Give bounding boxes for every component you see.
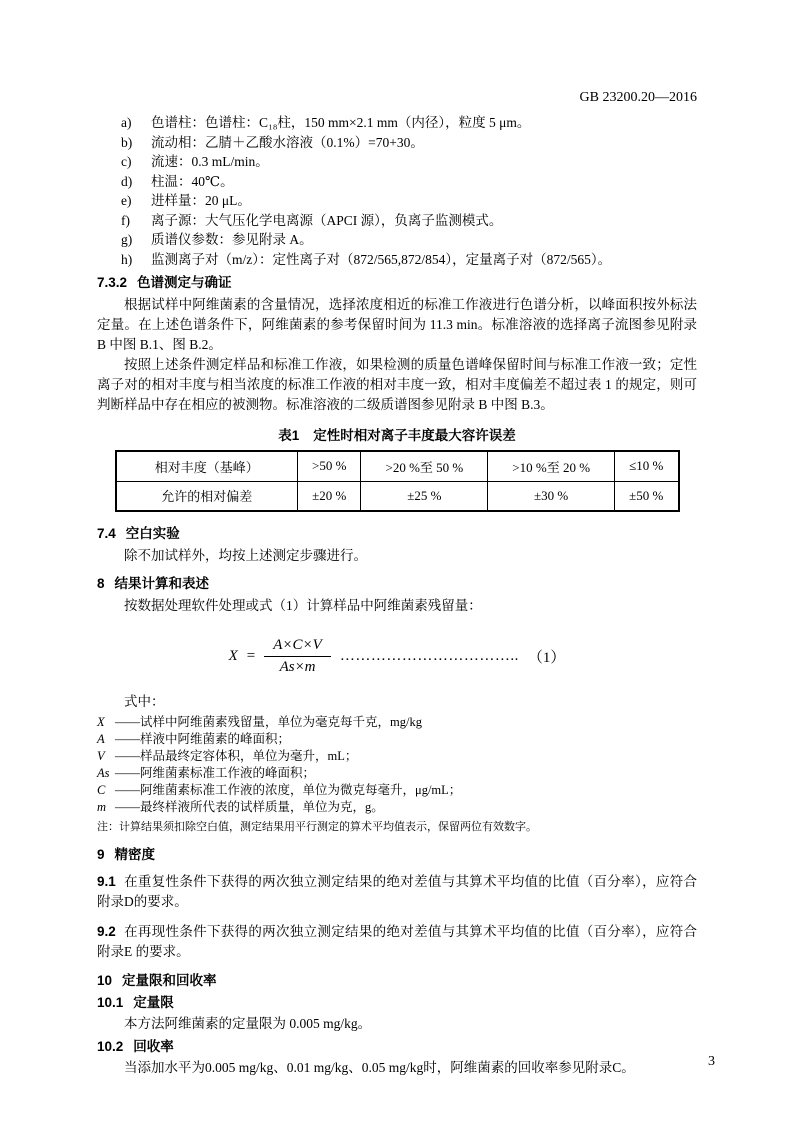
- list-item-label: e): [121, 193, 132, 208]
- list-item-text: 离子源：大气压化学电离源（APCI 源），负离子监测模式。: [151, 212, 503, 228]
- definition-text: ——阿维菌素标准工作液的峰面积；: [115, 766, 316, 780]
- section-title: 定量限和回收率: [122, 973, 217, 988]
- section-title: 空白实验: [125, 526, 180, 541]
- list-item-text: 柱温：40℃。: [151, 173, 234, 189]
- table-cell: >50 %: [298, 451, 361, 481]
- clause-number: 9.1: [97, 874, 116, 889]
- document-number: GB 23200.20—2016: [579, 90, 697, 105]
- equation-dot-leader: ……………………………..: [339, 648, 519, 664]
- equation-number: （1）: [527, 650, 566, 666]
- list-item: [121, 113, 697, 133]
- list-item-label: g): [121, 232, 133, 247]
- list-item: [121, 172, 697, 192]
- equation-numerator: A×C×V: [264, 636, 331, 657]
- list-item: [121, 133, 697, 153]
- table-cell: ±30 %: [488, 481, 615, 511]
- definition-symbol: A: [97, 732, 105, 746]
- definition-line: [97, 714, 697, 731]
- table-cell: ≤10 %: [615, 451, 679, 481]
- definition-symbol: V: [97, 749, 105, 763]
- clause-text: 在重复性条件下获得的两次独立测定结果的绝对差值与其算术平均值的比值（百分率），应符合附录D的要求。: [97, 874, 697, 909]
- table-number: 表1: [278, 428, 300, 443]
- section-number: 10.1: [97, 995, 124, 1010]
- paragraph: 按照上述条件测定样品和标准工作液，如果检测的质量色谱峰保留时间与标准工作液一致；定性离子对的相对丰度与相当浓度的标准工作液的相对丰度一致，相对丰度偏差不超过表 1 的规定，则可判断样品中存在相应的被测物。标准溶液的二级质谱图参见附录 B 中图 B.3。: [97, 357, 697, 412]
- table-row: [116, 451, 679, 481]
- definition-text: ——阿维菌素标准工作液的浓度，单位为微克每毫升，μg/mL；: [115, 783, 462, 797]
- section-title: 色谱测定与确证: [137, 275, 232, 290]
- section-heading-7-4: [97, 525, 697, 543]
- clause-9-2: [97, 922, 697, 962]
- list-item-label: b): [121, 134, 133, 150]
- calculation-note: 注：计算结果须扣除空白值，测定结果用平行测定的算术平均值表示，保留两位有效数字。: [97, 821, 537, 833]
- equation-fraction: [264, 636, 331, 677]
- equation-1: [97, 636, 697, 677]
- list-item-label: d): [121, 173, 133, 189]
- table-cell: >20 %至 50 %: [361, 451, 488, 481]
- list-item-text: 色谱柱：色谱柱：C₁₈柱，150 mm×2.1 mm（内径），粒度 5 μm。: [151, 115, 531, 130]
- definition-symbol: C: [97, 783, 106, 797]
- section-title: 回收率: [133, 1039, 174, 1054]
- section-number: 10: [97, 973, 113, 988]
- tolerance-table: [115, 450, 680, 512]
- section-heading-8: [97, 575, 697, 593]
- definition-line: [97, 748, 697, 765]
- table-caption: 定性时相对离子丰度最大容许误差: [313, 428, 516, 443]
- paragraph: 除不加试样外，均按上述测定步骤进行。: [124, 548, 367, 563]
- section-heading-9: [97, 846, 697, 864]
- equation-lhs: X: [228, 648, 238, 664]
- list-item: [121, 191, 697, 211]
- section-number: 10.2: [97, 1039, 124, 1054]
- page-number: 3: [708, 1054, 715, 1069]
- table-title: [97, 424, 697, 444]
- list-item-label: a): [121, 115, 132, 130]
- table-row: [116, 481, 679, 511]
- table-cell: 相对丰度（基峰）: [116, 451, 298, 481]
- definition-line: [97, 731, 697, 748]
- table-cell: ±50 %: [615, 481, 679, 511]
- definition-text: ——试样中阿维菌素残留量，单位为毫克每千克，mg/kg: [115, 715, 422, 729]
- definition-text: ——样液中阿维菌素的峰面积；: [115, 732, 291, 746]
- section-heading-10-1: [97, 994, 697, 1012]
- section-heading-10: [97, 972, 697, 990]
- list-item-label: h): [121, 251, 133, 267]
- method-parameter-list: [121, 113, 697, 269]
- definition-symbol: m: [97, 800, 107, 814]
- definition-line: [97, 765, 697, 782]
- definition-line: [97, 799, 697, 816]
- table-cell: 允许的相对偏差: [116, 481, 298, 511]
- equation-denominator: As×m: [279, 659, 316, 675]
- list-item: [121, 250, 697, 270]
- equation-equals: =: [246, 648, 256, 664]
- table-cell: ±25 %: [361, 481, 488, 511]
- list-item-text: 流速：0.3 mL/min。: [151, 154, 269, 169]
- definition-symbol: X: [97, 715, 105, 729]
- symbol-definitions: [97, 714, 697, 816]
- definition-text: ——样品最终定容体积，单位为毫升，mL；: [115, 749, 358, 763]
- list-item-label: c): [121, 154, 132, 169]
- list-item: [121, 152, 697, 172]
- list-item-label: f): [121, 212, 130, 228]
- paragraph: 按数据处理软件处理或式（1）计算样品中阿维菌素残留量：: [124, 598, 482, 613]
- paragraph: 根据试样中阿维菌素的含量情况，选择浓度相近的标准工作液进行色谱分析，以峰面积按外标法定量。在上述色谱条件下，阿维菌素的参考保留时间为 11.3 min。标准溶液的选择离子流图参见附录 B 中图 B.1、图 B.2。: [97, 297, 697, 352]
- definition-symbol: As: [97, 766, 110, 780]
- table-cell: ±20 %: [298, 481, 361, 511]
- list-item-text: 流动相：乙腈＋乙酸水溶液（0.1%）=70+30。: [151, 134, 424, 150]
- list-item-text: 进样量：20 μL。: [151, 193, 251, 208]
- definition-text: ——最终样液所代表的试样质量，单位为克，g。: [115, 800, 384, 814]
- section-number: 7.3.2: [97, 275, 128, 290]
- clause-9-1: [97, 872, 697, 912]
- paragraph: 本方法阿维菌素的定量限为 0.005 mg/kg。: [124, 1016, 372, 1031]
- list-item: [121, 211, 697, 231]
- table-cell: >10 %至 20 %: [488, 451, 615, 481]
- section-title: 结果计算和表述: [114, 576, 210, 591]
- list-item-text: 监测离子对（m/z）：定性离子对（872/565,872/854），定量离子对（872/565）。: [151, 251, 612, 267]
- definition-line: [97, 782, 697, 799]
- section-heading-10-2: [97, 1038, 697, 1056]
- where-label: 式中：: [124, 694, 165, 709]
- section-number: 9: [97, 847, 105, 862]
- paragraph: 当添加水平为0.005 mg/kg、0.01 mg/kg、0.05 mg/kg时，阿维菌素的回收率参见附录C。: [124, 1060, 635, 1075]
- clause-number: 9.2: [97, 924, 116, 939]
- list-item-text: 质谱仪参数：参见附录 A。: [151, 232, 313, 247]
- clause-text: 在再现性条件下获得的两次独立测定结果的绝对差值与其算术平均值的比值（百分率），应符合附录E 的要求。: [97, 924, 697, 959]
- list-item: [121, 230, 697, 250]
- section-title: 定量限: [133, 995, 174, 1010]
- section-number: 8: [97, 576, 105, 591]
- section-number: 7.4: [97, 526, 116, 541]
- section-heading-7-3-2: [97, 274, 697, 292]
- section-title: 精密度: [114, 847, 156, 862]
